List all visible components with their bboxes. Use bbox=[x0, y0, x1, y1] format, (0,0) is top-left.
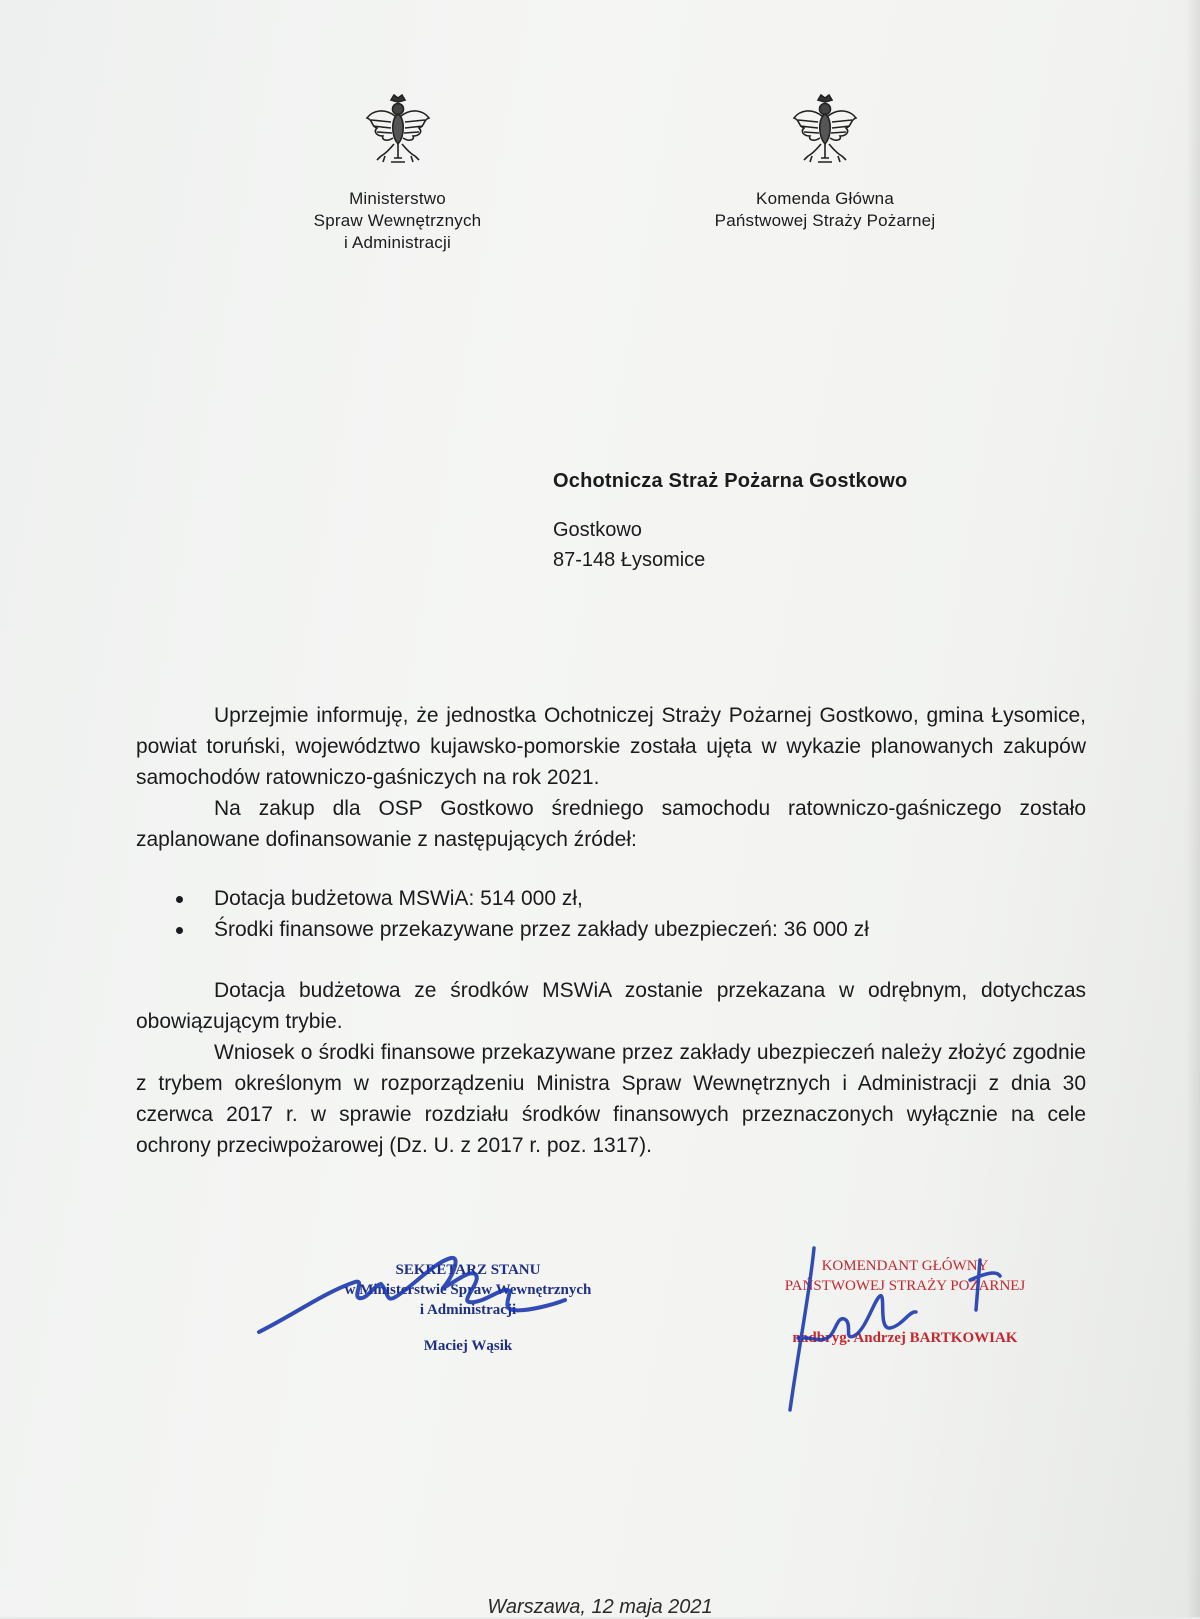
polish-eagle-emblem-icon bbox=[788, 92, 862, 172]
stamp-signatory-name: nadbryg. Andrzej BARTKOWIAK bbox=[792, 1330, 1018, 1346]
recipient-block bbox=[553, 470, 907, 575]
letter-body bbox=[136, 700, 1086, 1161]
list-item-text: Dotacja budżetowa MSWiA: 514 000 zł, bbox=[214, 887, 583, 910]
header-line: Komenda Główna bbox=[756, 189, 894, 208]
secretary-stamp bbox=[318, 1260, 618, 1356]
body-paragraph: Dotacja budżetowa ze środków MSWiA zostanie przekazana w odrębnym, dotychczas obowiązującym trybie. bbox=[136, 979, 1086, 1033]
address-line: Gostkowo bbox=[553, 519, 642, 541]
letter-date: Warszawa, 12 maja 2021 bbox=[487, 1596, 713, 1618]
bullet-icon bbox=[176, 896, 183, 903]
header-line: i Administracji bbox=[344, 233, 451, 252]
header-line: Ministerstwo bbox=[349, 189, 446, 208]
address-line: 87-148 Łysomice bbox=[553, 549, 706, 571]
body-paragraph: Wniosek o środki finansowe przekazywane przez zakłady ubezpieczeń należy złożyć zgodnie z trybem określonym w rozporządzeniu Ministra Spraw Wewnętrznych i Administracji z dnia 30 czerwca 2017 r. w sprawie rozdziału środków finansowych przeznaczonych wyłącznie na cele ochrony przeciwpożarowej (Dz. U. z 2017 r. poz. 1317). bbox=[136, 1041, 1086, 1157]
ministry-name bbox=[275, 188, 520, 254]
body-paragraph: Na zakup dla OSP Gostkowo średniego samochodu ratowniczo-gaśniczego zostało zaplanowane dofinansowanie z następujących źródeł: bbox=[136, 797, 1086, 851]
body-paragraph: Uprzejmie informuję, że jednostka Ochotniczej Straży Pożarnej Gostkowo, gmina Łysomice, powiat toruński, województwo kujawsko-pomorskie została ujęta w wykazie planowanych zakupów samochodów ratowniczo-gaśniczych na rok 2021. bbox=[136, 704, 1086, 789]
funding-sources-list bbox=[136, 883, 1086, 945]
header-line: Państwowej Straży Pożarnej bbox=[714, 211, 936, 230]
stamp-line: KOMENDANT GŁÓWNY bbox=[821, 1258, 989, 1274]
stamp-line: PAŃSTWOWEJ STRAŻY POŻARNEJ bbox=[784, 1278, 1026, 1294]
stamp-line: w Ministerstwie Spraw Wewnętrznych bbox=[344, 1282, 592, 1298]
recipient-address bbox=[553, 515, 907, 575]
page-edge-shadow bbox=[1186, 0, 1200, 1617]
stamp-line: i Administracji bbox=[419, 1302, 517, 1318]
list-item-text: Środki finansowe przekazywane przez zakłady ubezpieczeń: 36 000 zł bbox=[214, 918, 869, 941]
recipient-name: Ochotnicza Straż Pożarna Gostkowo bbox=[553, 470, 908, 492]
ministry-header bbox=[275, 92, 520, 254]
list-item bbox=[136, 914, 1086, 945]
commander-stamp bbox=[750, 1256, 1060, 1348]
stamp-signatory-name: Maciej Wąsik bbox=[423, 1338, 513, 1354]
list-item bbox=[136, 883, 1086, 914]
fire-service-header bbox=[680, 92, 970, 232]
stamp-line: SEKRETARZ STANU bbox=[395, 1262, 541, 1278]
polish-eagle-emblem-icon bbox=[361, 92, 435, 172]
fire-service-name bbox=[680, 188, 970, 232]
bullet-icon bbox=[176, 927, 183, 934]
header-line: Spraw Wewnętrznych bbox=[313, 211, 482, 230]
